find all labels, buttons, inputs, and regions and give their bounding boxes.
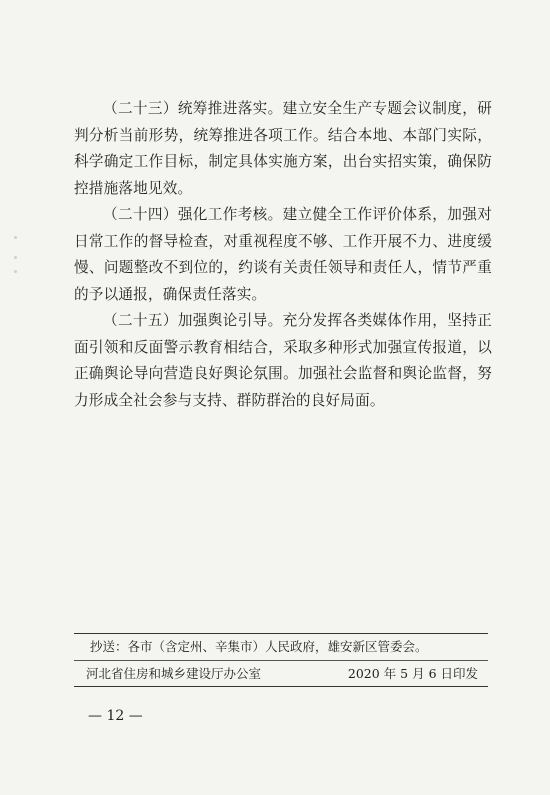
cc-line: 抄送：各市（含定州、辛集市）人民政府，雄安新区管委会。 [90, 639, 428, 654]
footer-middle-rule [74, 660, 488, 661]
paragraph-24: （二十四）强化工作考核。建立健全工作评价体系，加强对日常工作的督导检查，对重视程度不够、工作开展不力、进度缓慢、问题整改不到位的，约谈有关责任领导和责任人，情节严重的予以通报，确保责任落实。 [74, 206, 492, 303]
issuing-office: 河北省住房和城乡建设厅办公室 [86, 666, 262, 681]
footer-top-rule [74, 633, 488, 634]
footer-bottom-rule [74, 686, 488, 687]
issue-date: 2020 年 5 月 6 日印发 [347, 666, 478, 681]
binding-hole [14, 270, 17, 273]
binding-hole [14, 236, 17, 239]
paragraph-23: （二十三）统筹推进落实。建立安全生产专题会议制度，研判分析当前形势，统筹推进各项工作。结合本地、本部门实际，科学确定工作目标，制定具体实施方案，出台实招实策，确保防控措施落地见效。 [74, 100, 492, 197]
paragraph-25: （二十五）加强舆论引导。充分发挥各类媒体作用，坚持正面引领和反面警示教育相结合，采取多种形式加强宣传报道，以正确舆论导向营造良好舆论氛围。加强社会监督和舆论监督，努力形成全社会参与支持、群防群治的良好局面。 [74, 312, 492, 409]
binding-hole [14, 256, 17, 259]
body-text [74, 96, 492, 414]
page-number: — 12 — [88, 708, 143, 724]
